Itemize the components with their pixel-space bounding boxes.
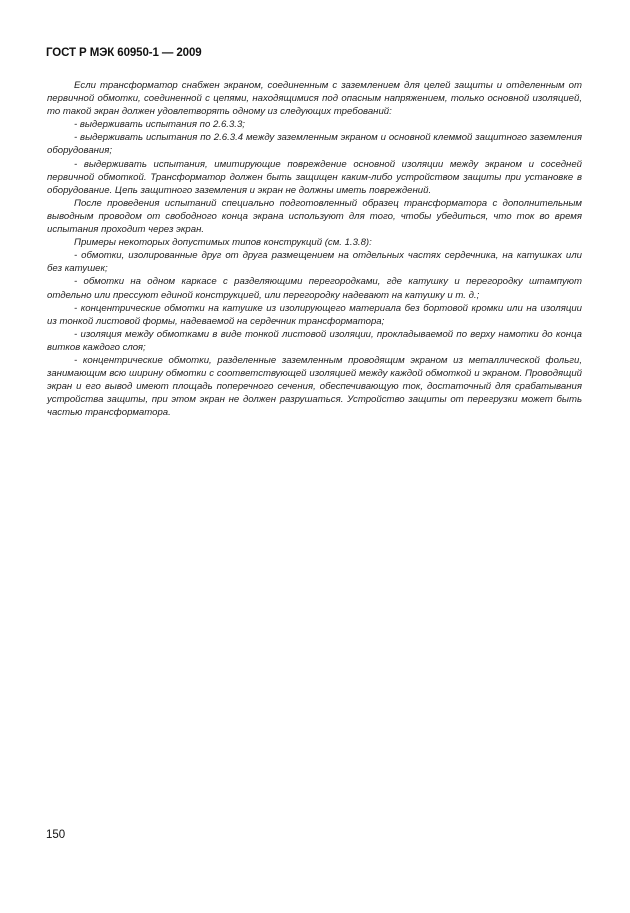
list-item-insulation-failure-test: - выдерживать испытания, имитирующие повреждение основной изоляции между экраном и соседней первичной обмоткой. Трансформатор должен быть защищен каким-либо устройством защиты при установке в оборудование. Цепь защитного заземления и экран не должны иметь повреждений. [47, 158, 582, 196]
list-item-earthed-foil-screen: - концентрические обмотки, разделенные заземленным проводящим экраном из металлической фольги, занимающим всю ширину обмотки с соответствующей изоляцией между каждой обмоткой и экраном. Проводящий экран и его вывод имеют площадь поперечного сечения, обеспечивающую ток, достаточный для срабатывания устройства защиты, при этом экран не должен разрушаться. Устройство защиты от перегрузки может быть частью трансформатора. [47, 354, 582, 419]
page-number: 150 [46, 829, 66, 841]
list-item-test-2-6-3-4: - выдерживать испытания по 2.6.3.4 между заземленным экраном и основной клеммой защитного заземления оборудования; [47, 132, 582, 157]
list-item-test-2-6-3-3: - выдерживать испытания по 2.6.3.3; [74, 119, 245, 131]
paragraph-construction-examples: Примеры некоторых допустимых типов конструкций (см. 1.3.8): [74, 237, 372, 249]
document-body [47, 79, 582, 419]
list-item-separate-core-limbs: - обмотки, изолированные друг от друга размещением на отдельных частях сердечника, на катушках или без катушек; [47, 250, 582, 275]
list-item-sheet-insulation: - изоляция между обмотками в виде тонкой листовой изоляции, прокладываемой по верху намотки до конца витков каждого слоя; [47, 328, 582, 353]
paragraph-screen-requirements: Если трансформатор снабжен экраном, соединенным с заземлением для целей защиты и отделенным от первичной обмотки, соединенной с цепями, находящимися под опасным напряжением, только основной изоляцией, то такой экран должен удовлетворять одному из следующих требований: [47, 80, 582, 118]
list-item-bobbin-partitions: - обмотки на одном каркасе с разделяющими перегородками, где катушку и перегородку штампуют отдельно или прессуют единой конструкцией, или перегородку надевают на катушку и т. д.; [47, 276, 582, 301]
list-item-concentric-windings: - концентрические обмотки на катушке из изолирующего материала без бортовой кромки или на изоляции из тонкой листовой формы, надеваемой на сердечник трансформатора; [47, 302, 582, 327]
paragraph-after-testing: После проведения испытаний специально подготовленный образец трансформатора с дополнительным выводным проводом от свободного конца экрана используют для того, чтобы убедиться, что ток во время испытания проходит через экран. [47, 197, 582, 236]
page-header-standard-title: ГОСТ Р МЭК 60950-1 — 2009 [46, 47, 202, 59]
